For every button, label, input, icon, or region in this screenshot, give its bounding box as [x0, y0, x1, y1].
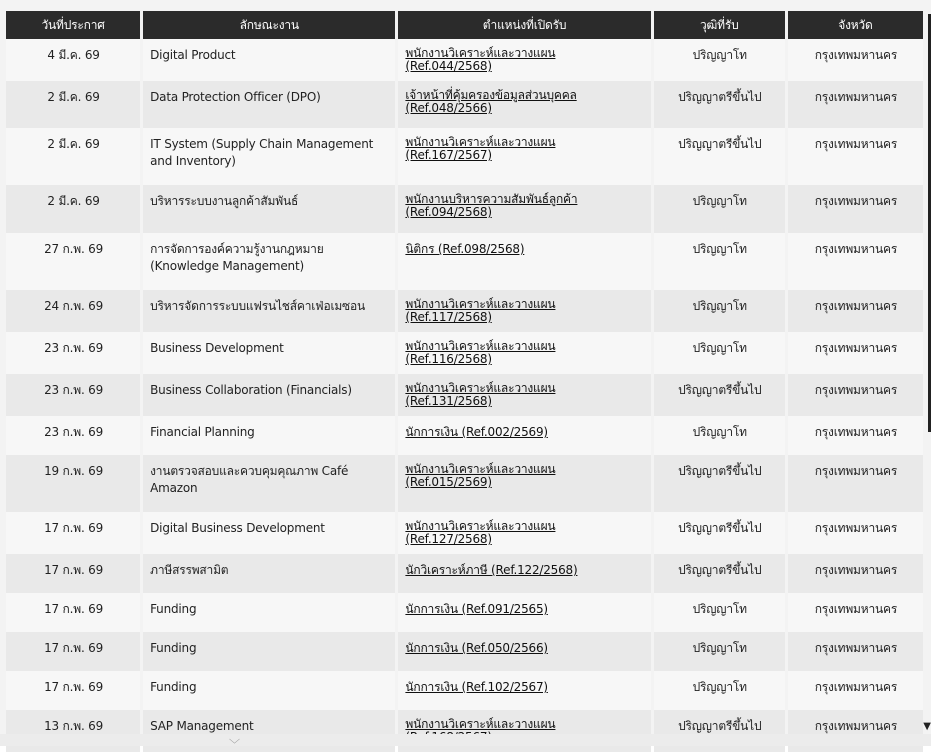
- header-position[interactable]: ตำแหน่งที่เปิดรับ: [398, 11, 650, 39]
- job-type-cell: Digital Product: [143, 39, 395, 81]
- job-type-cell: Funding: [143, 671, 395, 710]
- position-cell: [398, 374, 650, 416]
- announce-date-cell: 23 ก.พ. 69: [6, 416, 140, 455]
- position-link[interactable]: พนักงานวิเคราะห์และวางแผน (Ref.131/2568): [405, 381, 556, 408]
- degree-cell: ปริญญาตรีขึ้นไป: [654, 710, 785, 752]
- province-cell: กรุงเทพมหานคร: [788, 455, 923, 512]
- position-cell: [398, 554, 650, 593]
- position-cell: [398, 455, 650, 512]
- degree-cell: ปริญญาโท: [654, 593, 785, 632]
- degree-cell: ปริญญาตรีขึ้นไป: [654, 455, 785, 512]
- position-link[interactable]: พนักงานวิเคราะห์และวางแผน (Ref.127/2568): [405, 519, 556, 546]
- chevron-down-icon[interactable]: ﹀: [229, 738, 240, 751]
- announce-date-cell: 2 มี.ค. 69: [6, 185, 140, 233]
- announce-date-cell: 17 ก.พ. 69: [6, 512, 140, 554]
- degree-cell: ปริญญาโท: [654, 632, 785, 671]
- position-link[interactable]: นิติกร (Ref.098/2568): [405, 242, 525, 256]
- job-type-cell: งานตรวจสอบและควบคุมคุณภาพ Café Amazon: [143, 455, 395, 512]
- position-link[interactable]: เจ้าหน้าที่คุ้มครองข้อมูลส่วนบุคคล (Ref.048/2566): [405, 88, 577, 115]
- province-cell: กรุงเทพมหานคร: [788, 81, 923, 128]
- degree-cell: ปริญญาตรีขึ้นไป: [654, 512, 785, 554]
- job-type-cell: SAP Management: [143, 710, 395, 752]
- position-cell: [398, 512, 650, 554]
- position-cell: [398, 233, 650, 290]
- job-type-cell: ภาษีสรรพสามิต: [143, 554, 395, 593]
- job-listings-table: [3, 11, 926, 752]
- position-link[interactable]: พนักงานวิเคราะห์และวางแผน (Ref.116/2568): [405, 339, 556, 366]
- province-cell: กรุงเทพมหานคร: [788, 185, 923, 233]
- province-cell: กรุงเทพมหานคร: [788, 374, 923, 416]
- table-row: [6, 290, 923, 332]
- table-row: [6, 416, 923, 455]
- position-link[interactable]: พนักงานวิเคราะห์และวางแผน (Ref.015/2569): [405, 462, 556, 489]
- job-type-cell: Business Collaboration (Financials): [143, 374, 395, 416]
- position-cell: [398, 290, 650, 332]
- announce-date-cell: 2 มี.ค. 69: [6, 81, 140, 128]
- position-link[interactable]: นักการเงิน (Ref.091/2565): [405, 602, 548, 616]
- table-row: [6, 671, 923, 710]
- province-cell: กรุงเทพมหานคร: [788, 593, 923, 632]
- position-link[interactable]: นักการเงิน (Ref.102/2567): [405, 680, 548, 694]
- table-row: [6, 233, 923, 290]
- job-type-cell: การจัดการองค์ความรู้งานกฎหมาย (Knowledge Management): [143, 233, 395, 290]
- degree-cell: ปริญญาตรีขึ้นไป: [654, 554, 785, 593]
- province-cell: กรุงเทพมหานคร: [788, 671, 923, 710]
- position-cell: [398, 416, 650, 455]
- position-cell: [398, 632, 650, 671]
- announce-date-cell: 17 ก.พ. 69: [6, 632, 140, 671]
- position-link[interactable]: พนักงานวิเคราะห์และวางแผน (Ref.167/2567): [405, 135, 556, 162]
- position-link[interactable]: นักการเงิน (Ref.050/2566): [405, 641, 548, 655]
- job-type-cell: Business Development: [143, 332, 395, 374]
- scroll-down-icon[interactable]: ▼: [923, 721, 931, 732]
- job-type-cell: บริหารจัดการระบบแฟรนไชส์คาเฟ่อเมซอน: [143, 290, 395, 332]
- announce-date-cell: 4 มี.ค. 69: [6, 39, 140, 81]
- announce-date-cell: 23 ก.พ. 69: [6, 332, 140, 374]
- degree-cell: ปริญญาโท: [654, 332, 785, 374]
- table-row: [6, 332, 923, 374]
- degree-cell: ปริญญาตรีขึ้นไป: [654, 128, 785, 185]
- degree-cell: ปริญญาตรีขึ้นไป: [654, 81, 785, 128]
- table-row: [6, 455, 923, 512]
- position-link[interactable]: นักการเงิน (Ref.002/2569): [405, 425, 548, 439]
- degree-cell: ปริญญาโท: [654, 671, 785, 710]
- job-type-cell: Financial Planning: [143, 416, 395, 455]
- position-link[interactable]: พนักงานบริหารความสัมพันธ์ลูกค้า (Ref.094/2568): [405, 192, 578, 219]
- province-cell: กรุงเทพมหานคร: [788, 554, 923, 593]
- province-cell: กรุงเทพมหานคร: [788, 332, 923, 374]
- position-cell: [398, 185, 650, 233]
- province-cell: กรุงเทพมหานคร: [788, 290, 923, 332]
- announce-date-cell: 19 ก.พ. 69: [6, 455, 140, 512]
- header-announce-date[interactable]: วันที่ประกาศ: [6, 11, 140, 39]
- position-link[interactable]: พนักงานวิเคราะห์และวางแผน (Ref.117/2568): [405, 297, 556, 324]
- position-link[interactable]: นักวิเคราะห์ภาษี (Ref.122/2568): [405, 563, 578, 577]
- job-type-cell: IT System (Supply Chain Management and Inventory): [143, 128, 395, 185]
- table-row: [6, 512, 923, 554]
- announce-date-cell: 23 ก.พ. 69: [6, 374, 140, 416]
- header-province[interactable]: จังหวัด: [788, 11, 923, 39]
- province-cell: กรุงเทพมหานคร: [788, 710, 923, 752]
- degree-cell: ปริญญาโท: [654, 233, 785, 290]
- job-type-cell: Data Protection Officer (DPO): [143, 81, 395, 128]
- table-row: [6, 632, 923, 671]
- position-link[interactable]: พนักงานวิเคราะห์และวางแผน: [405, 717, 556, 731]
- announce-date-cell: 17 ก.พ. 69: [6, 593, 140, 632]
- table-row: [6, 554, 923, 593]
- position-link[interactable]: พนักงานวิเคราะห์และวางแผน (Ref.044/2568): [405, 46, 556, 73]
- province-cell: กรุงเทพมหานคร: [788, 512, 923, 554]
- job-type-cell: Digital Business Development: [143, 512, 395, 554]
- announce-date-cell: 24 ก.พ. 69: [6, 290, 140, 332]
- announce-date-cell: 17 ก.พ. 69: [6, 554, 140, 593]
- degree-cell: ปริญญาโท: [654, 185, 785, 233]
- table-row: [6, 81, 923, 128]
- degree-cell: ปริญญาตรีขึ้นไป: [654, 374, 785, 416]
- province-cell: กรุงเทพมหานคร: [788, 39, 923, 81]
- table-header-row: [6, 11, 923, 39]
- table-row: [6, 39, 923, 81]
- table-row: [6, 185, 923, 233]
- job-type-cell: Funding: [143, 632, 395, 671]
- announce-date-cell: 13 ก.พ. 69: [6, 710, 140, 752]
- position-cell: [398, 39, 650, 81]
- degree-cell: ปริญญาโท: [654, 290, 785, 332]
- province-cell: กรุงเทพมหานคร: [788, 632, 923, 671]
- province-cell: กรุงเทพมหานคร: [788, 233, 923, 290]
- province-cell: กรุงเทพมหานคร: [788, 416, 923, 455]
- table-row: [6, 374, 923, 416]
- province-cell: กรุงเทพมหานคร: [788, 128, 923, 185]
- announce-date-cell: 27 ก.พ. 69: [6, 233, 140, 290]
- job-type-cell: Funding: [143, 593, 395, 632]
- announce-date-cell: 2 มี.ค. 69: [6, 128, 140, 185]
- table-row: [6, 593, 923, 632]
- header-degree[interactable]: วุฒิที่รับ: [654, 11, 785, 39]
- job-type-cell: บริหารระบบงานลูกค้าสัมพันธ์: [143, 185, 395, 233]
- position-cell: [398, 671, 650, 710]
- degree-cell: ปริญญาโท: [654, 416, 785, 455]
- header-job-type[interactable]: ลักษณะงาน: [143, 11, 395, 39]
- degree-cell: ปริญญาโท: [654, 39, 785, 81]
- table-row: [6, 128, 923, 185]
- bottom-strip: [0, 734, 931, 746]
- announce-date-cell: 17 ก.พ. 69: [6, 671, 140, 710]
- position-cell: [398, 128, 650, 185]
- position-cell: [398, 593, 650, 632]
- position-cell: [398, 81, 650, 128]
- position-cell: [398, 332, 650, 374]
